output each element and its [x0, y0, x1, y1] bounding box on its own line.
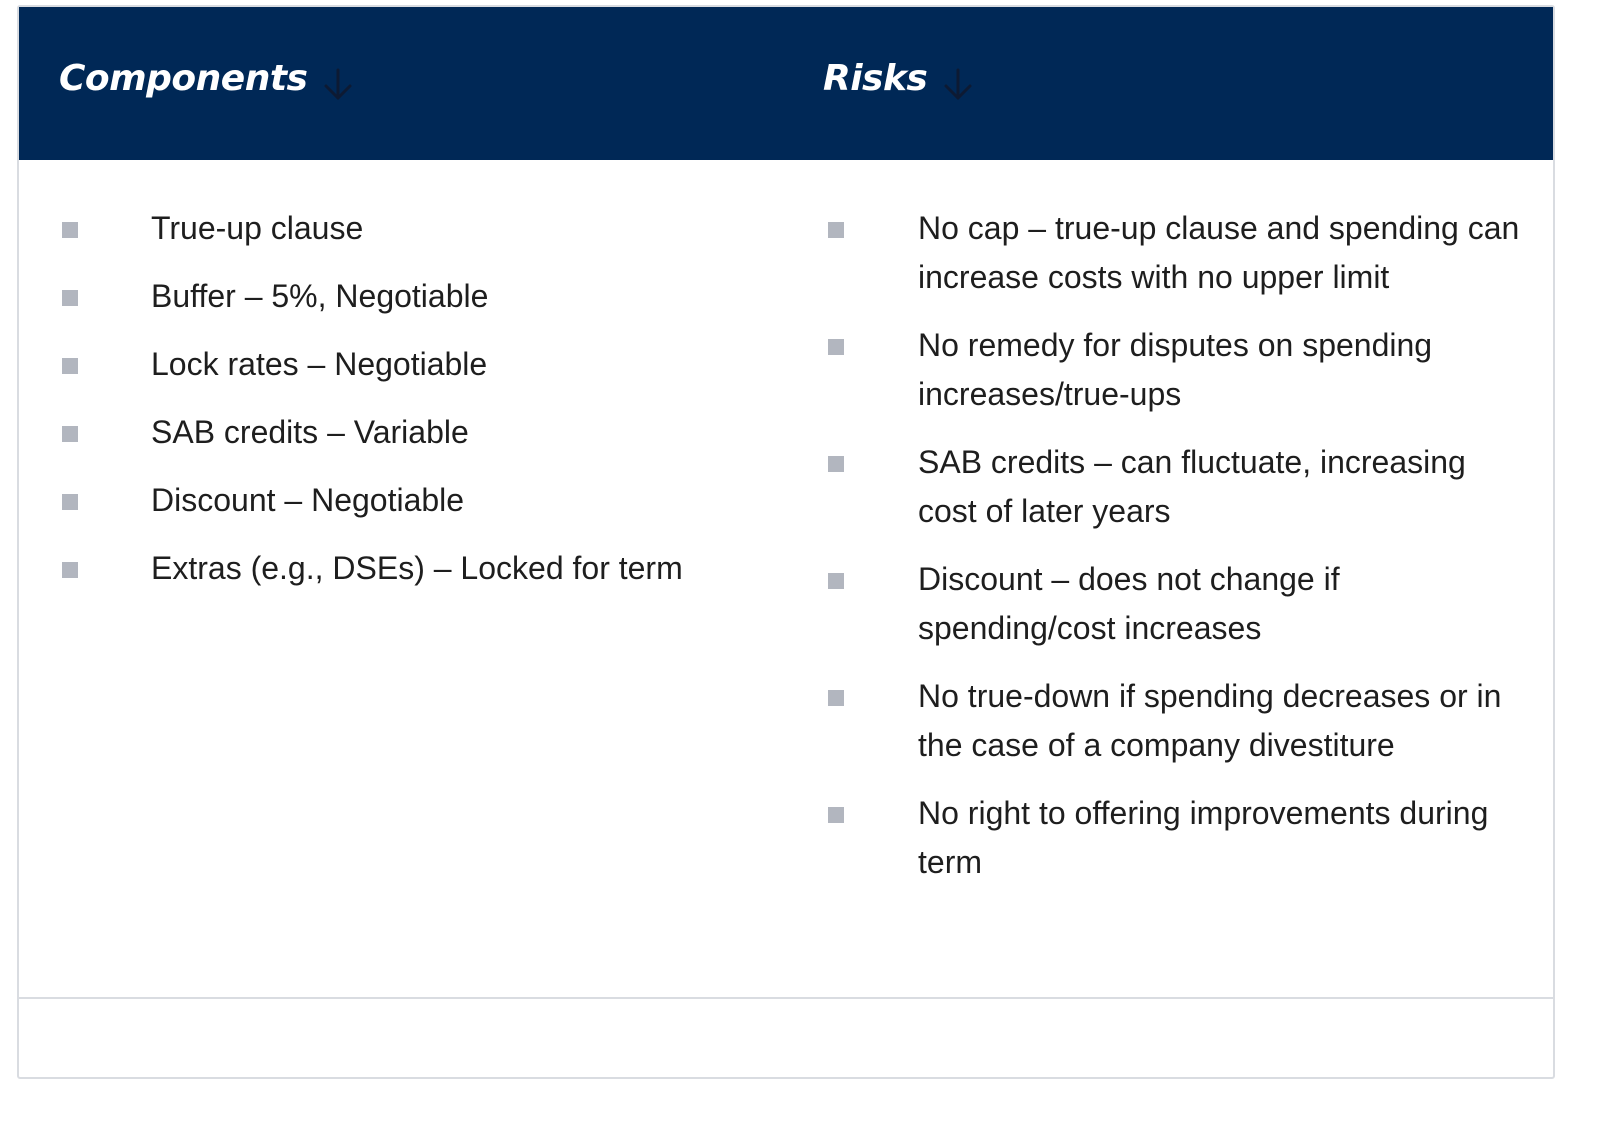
list-item: [59, 340, 779, 389]
column-header-label: Risks: [823, 57, 928, 99]
list-item: [825, 204, 1528, 302]
list-item: [825, 789, 1528, 887]
list-item: [825, 555, 1528, 653]
list-item-text: Extras (e.g., DSEs) – Locked for term: [151, 550, 683, 586]
square-bullet-icon: [828, 807, 844, 823]
list-item-text: Discount – Negotiable: [151, 482, 465, 518]
list-item-text: SAB credits – can fluctuate, increasing cost of later years: [918, 444, 1466, 529]
square-bullet-icon: [828, 222, 844, 238]
square-bullet-icon: [828, 690, 844, 706]
square-bullet-icon: [828, 573, 844, 589]
column-header-label: Components: [59, 57, 308, 99]
arrow-down-icon[interactable]: [941, 67, 975, 103]
list-item-text: SAB credits – Variable: [151, 414, 469, 450]
list-item: [59, 408, 779, 457]
table-header: [19, 7, 1553, 160]
square-bullet-icon: [62, 358, 78, 374]
list-item-text: Buffer – 5%, Negotiable: [151, 278, 489, 314]
square-bullet-icon: [828, 339, 844, 355]
arrow-down-icon[interactable]: [321, 67, 355, 103]
square-bullet-icon: [62, 290, 78, 306]
list-item: [59, 476, 779, 525]
list-item: [59, 204, 779, 253]
list-item-text: Lock rates – Negotiable: [151, 346, 488, 382]
square-bullet-icon: [62, 562, 78, 578]
square-bullet-icon: [828, 456, 844, 472]
comparison-table: [17, 5, 1555, 1079]
square-bullet-icon: [62, 222, 78, 238]
list-item: [59, 272, 779, 321]
table-footer-divider: [19, 997, 1553, 999]
list-item-text: No right to offering improvements during term: [918, 795, 1489, 880]
components-list: [59, 204, 779, 612]
list-item: [825, 321, 1528, 419]
risks-list: [825, 204, 1545, 906]
list-item: [825, 672, 1528, 770]
list-item-text: No remedy for disputes on spending increases/true-ups: [918, 327, 1433, 412]
column-header-components[interactable]: [59, 53, 355, 103]
column-header-risks[interactable]: [823, 53, 975, 103]
list-item-text: Discount – does not change if spending/cost increases: [918, 561, 1340, 646]
square-bullet-icon: [62, 494, 78, 510]
square-bullet-icon: [62, 426, 78, 442]
list-item-text: No cap – true-up clause and spending can increase costs with no upper limit: [918, 210, 1520, 295]
list-item: [59, 544, 779, 593]
list-item-text: No true-down if spending decreases or in the case of a company divestiture: [918, 678, 1502, 763]
list-item-text: True-up clause: [151, 210, 364, 246]
list-item: [825, 438, 1528, 536]
